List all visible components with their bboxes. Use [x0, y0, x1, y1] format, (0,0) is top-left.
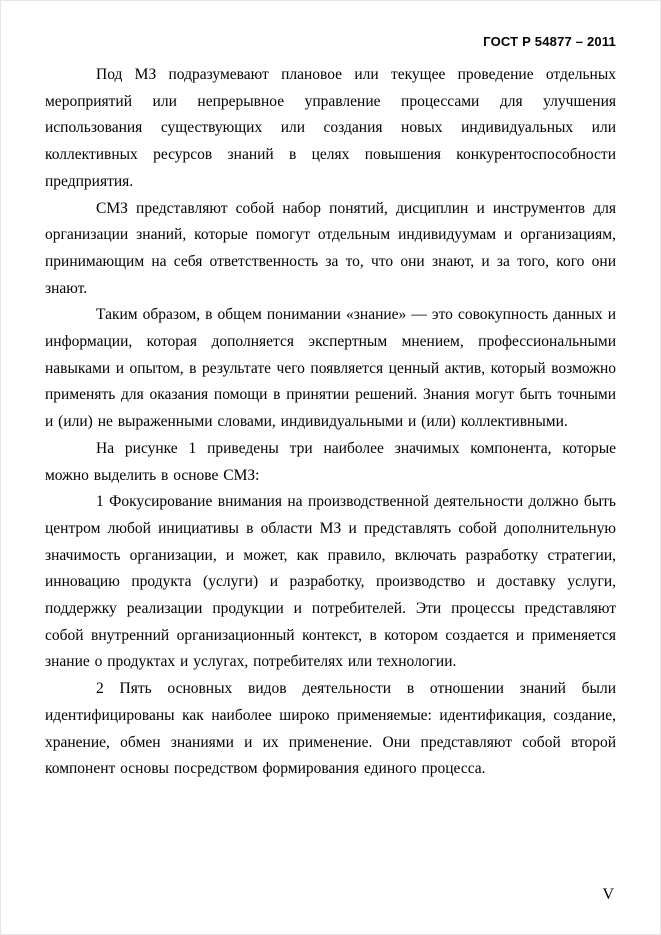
paragraph: Таким образом, в общем понимании «знание» — это совокупность данных и информации, которая дополняется экспертным мнением, профессиональными навыками и опытом, в результате чего появляется ценный актив, который возможно применять для оказания помощи в принятии решений. Знания могут быть точными и (или) не выраженными словами, индивидуальными и (или) коллективными. [45, 306, 616, 431]
paragraph: Под МЗ подразумевают плановое или текущее проведение отдельных мероприятий или непрерывное управление процессами для улучшения использования существующих или создания новых индивидуальных или коллективных ресурсов знаний в целях повышения конкурентоспособности предприятия. [45, 66, 616, 190]
paragraph: 2 Пять основных видов деятельности в отношении знаний были идентифицированы как наиболее широко применяемые: идентификация, создание, хранение, обмен знаниями и их применение. Они представляют собой второй компонент основы посредством формирования единого процесса. [45, 680, 616, 778]
paragraph: СМЗ представляют собой набор понятий, дисциплин и инструментов для организации знаний, которые помогут отдельным индивидуумам и организациям, принимающим на себя ответственность за то, что они знают, и за того, кого они знают. [45, 199, 616, 297]
paragraph: На рисунке 1 приведены три наиболее значимых компонента, которые можно выделить в основе СМЗ: [45, 439, 616, 484]
document-body [45, 62, 616, 783]
page-number: V [602, 886, 614, 903]
document-header: ГОСТ Р 54877 – 2011 [483, 34, 616, 49]
paragraph: 1 Фокусирование внимания на производственной деятельности должно быть центром любой инициативы в области МЗ и представлять собой дополнительную значимость организации, и может, как правило, включать разработку стратегии, инновацию продукта (услуги) и разработку, производство и доставку услуги, поддержку реализации продукции и потребителей. Эти процессы представляют собой внутренний организационный контекст, в котором создается и применяется знание о продуктах и услугах, потребителях или технологии. [45, 493, 616, 671]
